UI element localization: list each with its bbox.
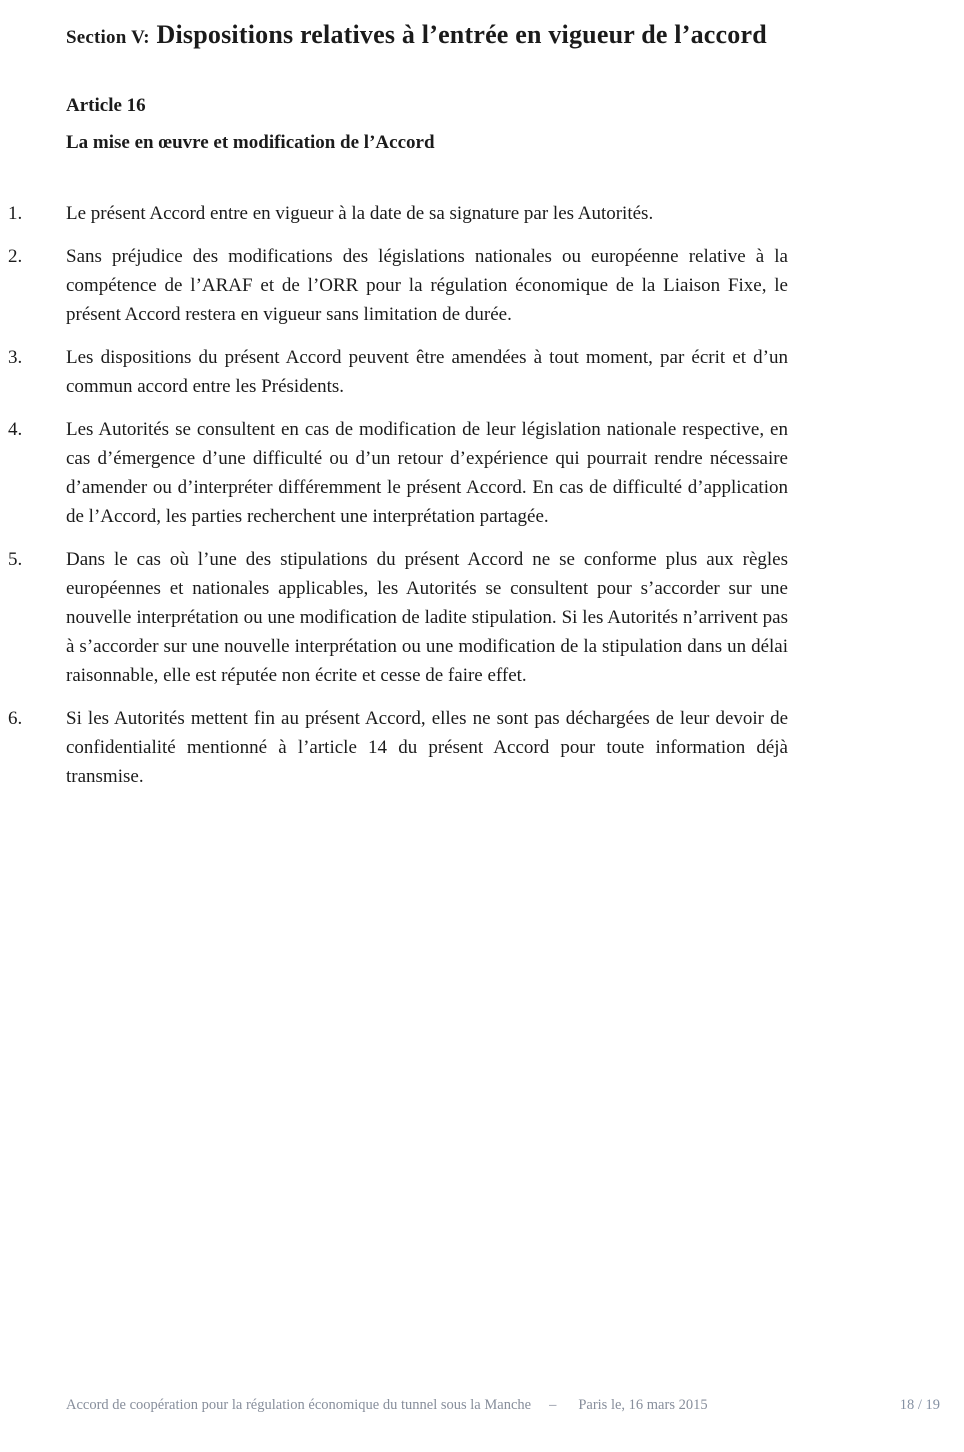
clause-item-2 [8,242,788,329]
footer-separator: – [549,1397,557,1413]
section-title-text: Dispositions relatives à l’entrée en vigueur de l’accord [156,20,767,49]
clause-item-3 [8,343,788,401]
clause-number: 6. [8,708,23,729]
clause-text: Si les Autorités mettent fin au présent Accord, elles ne sont pas déchargées de leur devoir de confidentialité mentionné à l’article 14 du présent Accord pour toute information déjà transmise. [66,708,788,787]
footer-page-number: 18 / 19 [899,1397,940,1413]
clause-item-4 [8,415,788,531]
section-label: Section V: [66,27,150,48]
page-footer [66,1396,940,1414]
clause-item-6 [8,704,788,791]
clause-text: Dans le cas où l’une des stipulations du présent Accord ne se conforme plus aux règles européennes et nationales applicables, les Autorités se consultent pour s’accorder sur une nouvelle interprétation ou une modification de ladite stipulation. Si les Autorités n’arrivent pas à s’accorder sur une nouvelle interprétation ou une modification de la stipulation dans un délai raisonnable, elle est réputée non écrite et cesse de faire effet. [66,549,788,686]
section-heading [66,16,788,54]
clause-number: 4. [8,419,23,440]
clause-number: 3. [8,347,23,368]
footer-document-title: Accord de coopération pour la régulation économique du tunnel sous la Manche [66,1397,532,1413]
clause-number: 1. [8,203,23,224]
clause-item-5 [8,545,788,690]
article-title: La mise en œuvre et modification de l’Accord [66,132,435,153]
clause-text: Les Autorités se consultent en cas de modification de leur législation nationale respective, en cas d’émergence d’une difficulté ou d’un retour d’expérience qui pourrait rendre nécessaire d’amender ou d’interpréter différemment le présent Accord. En cas de difficulté d’application de l’Accord, les parties recherchent une interprétation partagée. [66,419,788,527]
clause-item-1 [8,199,788,228]
section-title [150,20,767,49]
footer-date: Paris le, 16 mars 2015 [578,1397,708,1413]
article-number: Article 16 [66,95,146,116]
clause-text: Le présent Accord entre en vigueur à la date de sa signature par les Autorités. [66,203,654,224]
clause-number: 5. [8,549,23,570]
clause-text: Sans préjudice des modifications des législations nationales ou européenne relative à la compétence de l’ARAF et de l’ORR pour la régulation économique de la Liaison Fixe, le présent Accord restera en vigueur sans limitation de durée. [66,246,788,325]
clause-text: Les dispositions du présent Accord peuvent être amendées à tout moment, par écrit et d’un commun accord entre les Présidents. [66,347,788,397]
clause-number: 2. [8,246,23,267]
clause-list [8,199,788,791]
